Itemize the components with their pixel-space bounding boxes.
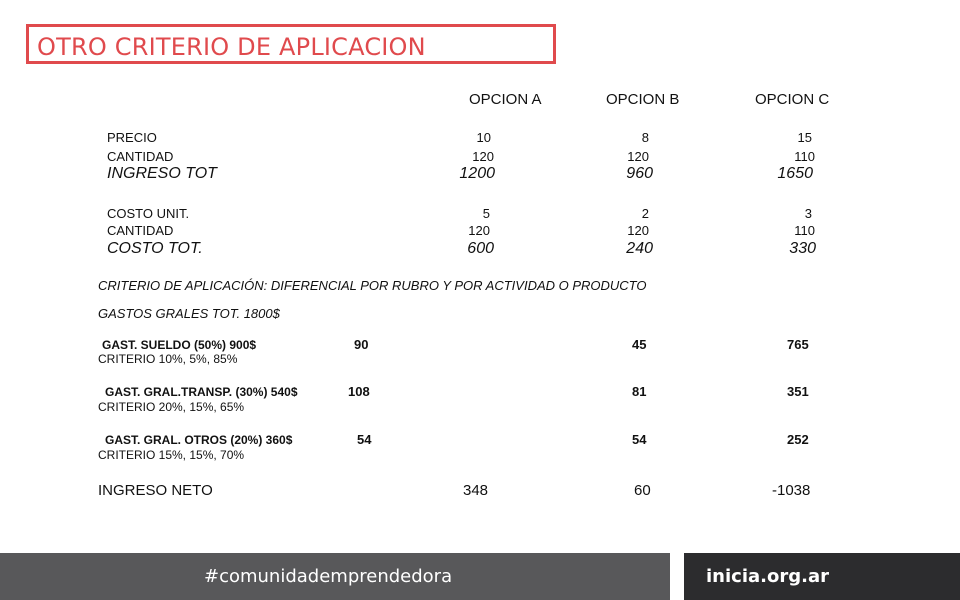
ingreso-tot-c: 1650: [777, 165, 813, 182]
ingreso-neto-c: -1038: [772, 482, 811, 499]
precio-label: PRECIO: [107, 130, 157, 145]
expense-transp-a: 108: [348, 384, 370, 399]
precio-b: 8: [641, 130, 649, 145]
precio-a: 10: [476, 130, 491, 145]
footer-site-link[interactable]: inicia.org.ar: [706, 566, 829, 587]
expense-otros-line1: GAST. GRAL. OTROS (20%) 360$: [105, 433, 293, 447]
costo-unit-a: 5: [482, 206, 490, 221]
costo-unit-c: 3: [804, 206, 812, 221]
expense-otros-b: 54: [632, 432, 647, 447]
cantidad-c: 110: [794, 149, 815, 164]
cantidad-cost-label: CANTIDAD: [107, 223, 174, 238]
costo-tot-label: COSTO TOT.: [107, 240, 203, 257]
ingreso-neto-label: INGRESO NETO: [98, 482, 213, 499]
expense-sueldo-a: 90: [354, 337, 369, 352]
expense-sueldo-line1: GAST. SUELDO (50%) 900$: [102, 338, 257, 352]
costo-tot-a: 600: [467, 240, 494, 257]
ingreso-tot-a: 1200: [459, 165, 495, 182]
expense-sueldo-b: 45: [632, 337, 647, 352]
expense-otros-c: 252: [787, 432, 809, 447]
cantidad-a: 120: [472, 149, 494, 164]
expense-sueldo-c: 765: [787, 337, 809, 352]
ingreso-neto-b: 60: [634, 482, 651, 499]
criterio-text: CRITERIO DE APLICACIÓN: DIFERENCIAL POR RUBRO Y POR ACTIVIDAD O PRODUCTO: [98, 278, 647, 293]
footer-site-bar: [684, 553, 960, 600]
footer-hashtag-bar: [0, 553, 670, 600]
cantidad-cost-a: 120: [468, 223, 490, 238]
expense-otros-line2: CRITERIO 15%, 15%, 70%: [98, 448, 245, 462]
ingreso-neto-a: 348: [463, 482, 489, 499]
header-opcion-b: OPCION B: [606, 91, 680, 108]
footer-hashtag: #comunidademprendedora: [204, 566, 453, 587]
page-title: OTRO CRITERIO DE APLICACION: [37, 33, 426, 61]
expense-transp-b: 81: [632, 384, 647, 399]
ingreso-tot-b: 960: [626, 165, 653, 182]
cantidad-cost-c: 110: [794, 223, 815, 238]
title-box: [26, 24, 556, 64]
precio-c: 15: [797, 130, 812, 145]
header-opcion-a: OPCION A: [469, 91, 542, 108]
costo-tot-c: 330: [789, 240, 816, 257]
costo-unit-b: 2: [641, 206, 649, 221]
expense-transp-line2: CRITERIO 20%, 15%, 65%: [98, 400, 245, 414]
expense-sueldo-line2: CRITERIO 10%, 5%, 85%: [98, 352, 238, 366]
expense-transp-c: 351: [787, 384, 809, 399]
ingreso-tot-label: INGRESO TOT: [107, 165, 217, 182]
header-opcion-c: OPCION C: [755, 91, 830, 108]
expense-transp-line1: GAST. GRAL.TRANSP. (30%) 540$: [105, 385, 298, 399]
costo-tot-b: 240: [626, 240, 653, 257]
cantidad-label: CANTIDAD: [107, 149, 174, 164]
expense-otros-a: 54: [357, 432, 372, 447]
gastos-total-text: GASTOS GRALES TOT. 1800$: [98, 306, 280, 321]
costo-unit-label: COSTO UNIT.: [107, 206, 190, 221]
cantidad-b: 120: [627, 149, 649, 164]
cantidad-cost-b: 120: [627, 223, 649, 238]
